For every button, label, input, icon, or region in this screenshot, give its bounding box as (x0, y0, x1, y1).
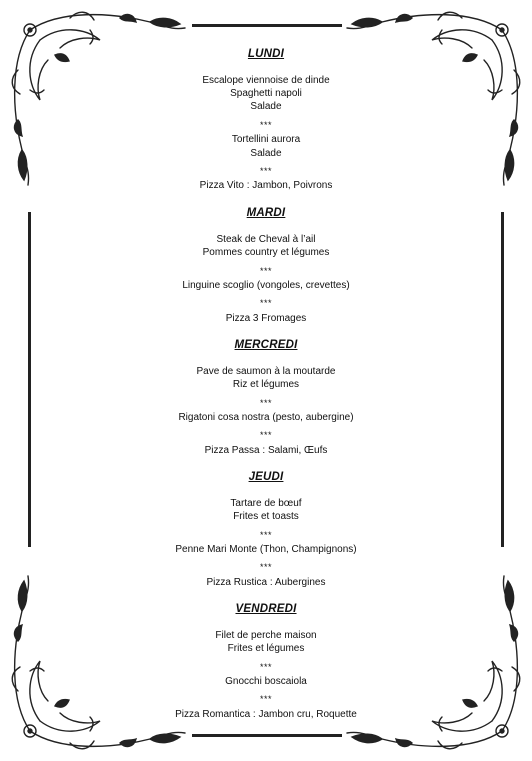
menu-item: Gnocchi boscaiola (225, 676, 307, 687)
menu-item: Penne Mari Monte (Thon, Champignons) (175, 544, 357, 555)
menu-item: Rigatoni cosa nostra (pesto, aubergine) (178, 412, 354, 423)
menu-item: Pizza Romantica : Jambon cru, Roquette (175, 709, 357, 720)
day-title-mardi: MARDI (246, 207, 286, 219)
separator: *** (259, 662, 272, 672)
separator: *** (259, 120, 272, 130)
day-title-vendredi: VENDREDI (235, 603, 297, 615)
menu-item: Pizza Passa : Salami, Œufs (204, 445, 328, 456)
separator: *** (259, 530, 272, 540)
menu-item: Escalope viennoise de dinde (202, 75, 330, 86)
menu-item: Salade (250, 101, 282, 112)
menu-item: Pizza Vito : Jambon, Poivrons (199, 180, 333, 191)
menu-item: Steak de Cheval à l’ail (216, 234, 316, 245)
menu-item: Pave de saumon à la moutarde (196, 366, 336, 377)
menu-item: Tartare de bœuf (230, 498, 302, 509)
day-title-jeudi: JEUDI (248, 471, 284, 483)
menu-item: Salade (250, 148, 282, 159)
menu-item: Frites et toasts (233, 511, 299, 522)
day-title-mercredi: MERCREDI (234, 339, 298, 351)
menu-item: Filet de perche maison (215, 630, 317, 641)
separator: *** (259, 430, 272, 440)
menu-item: Spaghetti napoli (230, 88, 302, 99)
separator: *** (259, 694, 272, 704)
separator: *** (259, 562, 272, 572)
separator: *** (259, 166, 272, 176)
day-title-lundi: LUNDI (247, 48, 285, 60)
separator: *** (259, 398, 272, 408)
menu-item: Riz et légumes (232, 379, 300, 390)
separator: *** (259, 298, 272, 308)
menu-item: Pizza Rustica : Aubergines (206, 577, 326, 588)
menu-item: Pommes country et légumes (202, 247, 330, 258)
menu-item: Pizza 3 Fromages (225, 313, 307, 324)
menu-item: Linguine scoglio (vongoles, crevettes) (182, 280, 350, 291)
menu-item: Tortellini aurora (231, 134, 301, 145)
menu-item: Frites et légumes (227, 643, 305, 654)
separator: *** (259, 266, 272, 276)
